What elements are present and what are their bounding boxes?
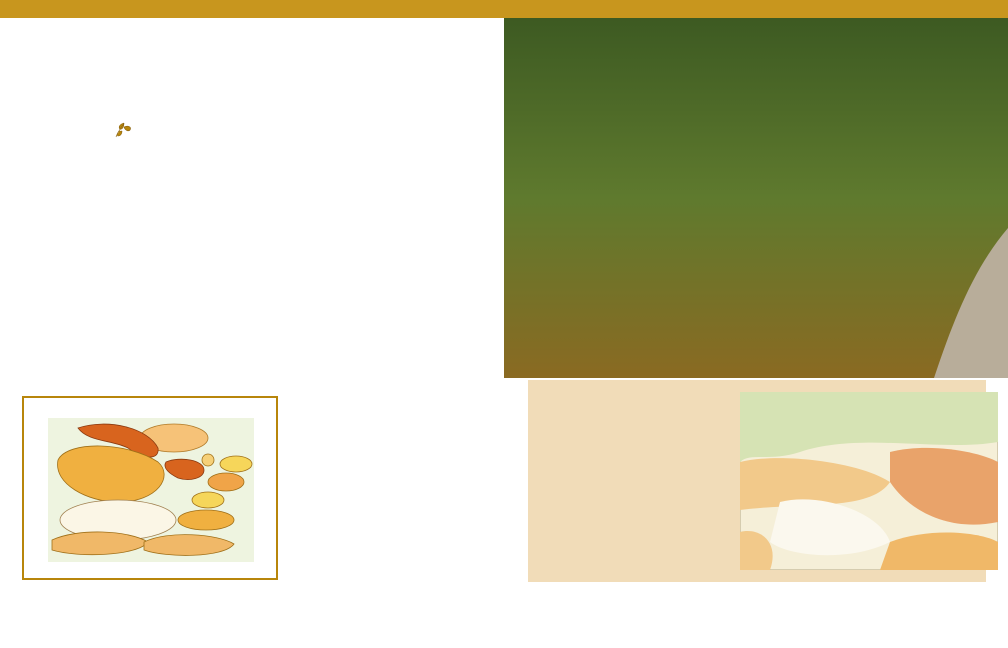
garden-photo: [504, 18, 1008, 378]
planting-plan-box: [22, 396, 278, 580]
body-column-1: [112, 120, 276, 139]
plant-list-box: [528, 380, 986, 582]
decorative-border-right: [504, 0, 1008, 18]
plan-area-3a: [220, 456, 252, 472]
leaf-ornament-icon: [112, 121, 134, 139]
right-page: [504, 0, 1008, 648]
plan-area-3c: [178, 510, 234, 530]
decorative-border: [0, 0, 504, 18]
plan-area-4: [202, 454, 214, 466]
plan-area-3b: [192, 492, 224, 508]
planting-plan-diagram: [48, 418, 254, 562]
plan-area-5-mid: [208, 473, 244, 491]
planting-plan-illustration: [740, 392, 998, 570]
